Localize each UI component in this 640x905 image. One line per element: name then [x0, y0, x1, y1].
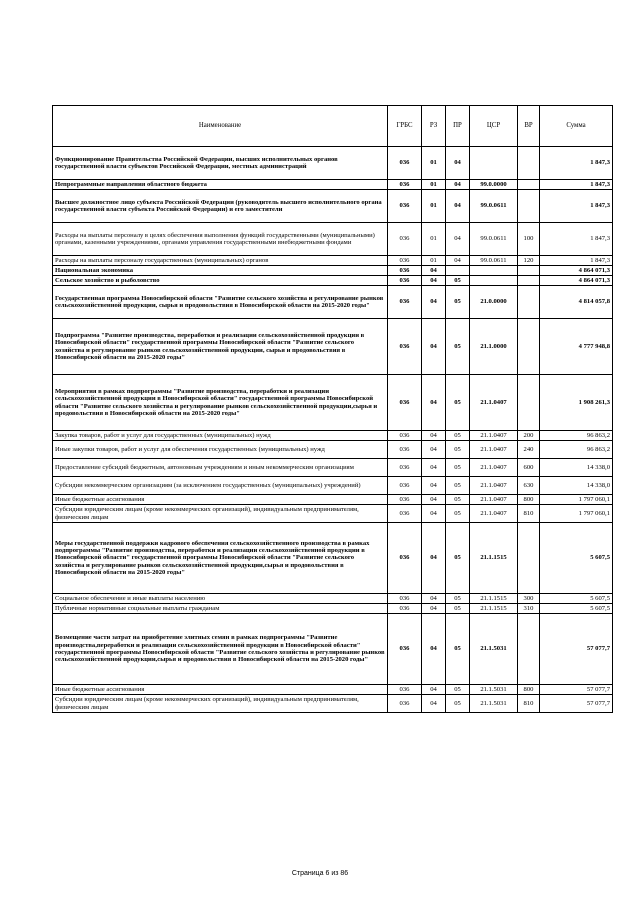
- row-name: Расходы на выплаты персоналу государственных (муниципальных) органов: [53, 256, 388, 266]
- row-sum: 4 814 057,8: [540, 286, 613, 319]
- row-name: Меры государственной поддержки кадрового обеспечения сельскохозяйственного производства в рамках подпрограммы "Развитие производства, переработки и реализации сельскохозяйственной продукции в Новосибирской области" государственной программы Новосибирской области "Развитие сельского хозяйства и регулирование рынков сельскохозяйственной продукции,сырья и продовольствия в Новосибирской области на 2015-2020 годы": [53, 523, 388, 594]
- table-row: [53, 286, 613, 319]
- row-csr: 21.1.0407: [470, 495, 518, 505]
- row-rz: 04: [422, 495, 446, 505]
- row-rz: 04: [422, 276, 446, 286]
- row-name: Сельское хозяйство и рыболовство: [53, 276, 388, 286]
- row-rz: 04: [422, 441, 446, 459]
- row-pr: 04: [446, 223, 470, 256]
- row-sum: 57 077,7: [540, 695, 613, 713]
- row-sum: 4 864 071,3: [540, 276, 613, 286]
- row-rz: 04: [422, 685, 446, 695]
- row-pr: 05: [446, 695, 470, 713]
- row-rz: 04: [422, 459, 446, 477]
- row-sum: 57 077,7: [540, 614, 613, 685]
- table-row: [53, 147, 613, 180]
- table-row: [53, 276, 613, 286]
- row-sum: 1 908 261,3: [540, 375, 613, 431]
- row-csr: 21.1.5031: [470, 685, 518, 695]
- budget-table: [52, 105, 613, 713]
- row-csr: 21.1.0407: [470, 431, 518, 441]
- row-pr: 05: [446, 375, 470, 431]
- row-csr: [470, 147, 518, 180]
- row-csr: 21.0.0000: [470, 286, 518, 319]
- row-grbs: 036: [388, 495, 422, 505]
- row-pr: 05: [446, 594, 470, 604]
- row-pr: 04: [446, 256, 470, 266]
- row-sum: 5 607,5: [540, 604, 613, 614]
- row-vr: 800: [518, 685, 540, 695]
- row-pr: 05: [446, 319, 470, 375]
- table-row: [53, 375, 613, 431]
- row-vr: 240: [518, 441, 540, 459]
- row-pr: 05: [446, 614, 470, 685]
- table-row: [53, 685, 613, 695]
- header-vr: ВР: [518, 106, 540, 147]
- row-vr: 800: [518, 495, 540, 505]
- row-csr: 99.0.0611: [470, 256, 518, 266]
- row-name: Субсидии юридическим лицам (кроме некоммерческих организаций), индивидуальным предпринимателям, физическим лицам: [53, 505, 388, 523]
- row-grbs: 036: [388, 190, 422, 223]
- row-pr: 05: [446, 441, 470, 459]
- row-vr: [518, 180, 540, 190]
- page-number: Страница 6 из 86: [291, 870, 349, 877]
- row-grbs: 036: [388, 180, 422, 190]
- row-rz: 01: [422, 147, 446, 180]
- table-row: [53, 180, 613, 190]
- row-name: Возмещение части затрат на приобретение элитных семян в рамках подпрограммы "Развитие производства,переработки и реализации сельскохозяйственной продукции в Новосибирской области" государственной программы Новосибирской области "Развитие сельского хозяйства и регулирование рынков сельскохозяйственной продукции,сырья и продовольствия в Новосибирской области на 2015-2020 годы": [53, 614, 388, 685]
- row-sum: 5 607,5: [540, 523, 613, 594]
- row-csr: 21.1.0407: [470, 441, 518, 459]
- row-pr: 05: [446, 604, 470, 614]
- table-row: [53, 477, 613, 495]
- row-pr: 05: [446, 276, 470, 286]
- row-rz: 04: [422, 286, 446, 319]
- header-rz: РЗ: [422, 106, 446, 147]
- row-grbs: 036: [388, 604, 422, 614]
- row-vr: 630: [518, 477, 540, 495]
- row-sum: 96 863,2: [540, 441, 613, 459]
- row-grbs: 036: [388, 685, 422, 695]
- row-grbs: 036: [388, 286, 422, 319]
- row-grbs: 036: [388, 459, 422, 477]
- row-vr: [518, 319, 540, 375]
- row-rz: 04: [422, 523, 446, 594]
- row-vr: [518, 266, 540, 276]
- row-pr: 04: [446, 180, 470, 190]
- row-csr: [470, 276, 518, 286]
- row-sum: 14 338,0: [540, 459, 613, 477]
- row-name: Мероприятия в рамках подпрограммы "Развитие производства, переработки и реализации сельскохозяйственной продукции в Новосибирской области" государственной программы Новосибирской области "Развитие сельского хозяйства и регулирование рынков сельскохозяйственной продукции,сырья и продовольствия в Новосибирской области на 2015-2020 годы": [53, 375, 388, 431]
- row-rz: 04: [422, 695, 446, 713]
- table-row: [53, 223, 613, 256]
- table-row: [53, 495, 613, 505]
- row-csr: 21.1.0407: [470, 477, 518, 495]
- row-vr: 200: [518, 431, 540, 441]
- row-vr: 120: [518, 256, 540, 266]
- row-sum: 1 847,3: [540, 190, 613, 223]
- row-pr: 05: [446, 523, 470, 594]
- row-vr: [518, 614, 540, 685]
- row-name: Государственная программа Новосибирской области "Развитие сельского хозяйства и регулирование рынков сельскохозяйственной продукции, сырья и продовольствия в Новосибирской области на 2015-2020 годы": [53, 286, 388, 319]
- row-sum: 57 077,7: [540, 685, 613, 695]
- row-name: Функционирование Правительства Российской Федерации, высших исполнительных органов государственной власти субъектов Российской Федерации, местных администраций: [53, 147, 388, 180]
- row-sum: 1 797 060,1: [540, 505, 613, 523]
- row-name: Иные бюджетные ассигнования: [53, 685, 388, 695]
- row-csr: [470, 266, 518, 276]
- table-header-row: [53, 106, 613, 147]
- row-rz: 01: [422, 190, 446, 223]
- row-grbs: 036: [388, 375, 422, 431]
- row-sum: 1 797 060,1: [540, 495, 613, 505]
- row-pr: 05: [446, 431, 470, 441]
- row-csr: 21.1.0407: [470, 459, 518, 477]
- row-vr: [518, 286, 540, 319]
- header-csr: ЦСР: [470, 106, 518, 147]
- row-csr: 21.1.1515: [470, 594, 518, 604]
- row-grbs: 036: [388, 319, 422, 375]
- row-name: Закупка товаров, работ и услуг для государственных (муниципальных) нужд: [53, 431, 388, 441]
- row-rz: 04: [422, 477, 446, 495]
- table-row: [53, 523, 613, 594]
- row-pr: 05: [446, 286, 470, 319]
- row-vr: 300: [518, 594, 540, 604]
- table-row: [53, 695, 613, 713]
- row-grbs: 036: [388, 441, 422, 459]
- row-vr: 100: [518, 223, 540, 256]
- row-rz: 04: [422, 375, 446, 431]
- row-name: Высшее должностное лицо субъекта Российской Федерации (руководитель высшего исполнительного органа государственной власти субъекта Российской Федерации) и его заместители: [53, 190, 388, 223]
- row-grbs: 036: [388, 147, 422, 180]
- row-sum: 1 847,3: [540, 223, 613, 256]
- row-sum: 4 864 071,3: [540, 266, 613, 276]
- row-csr: 99.0.0000: [470, 180, 518, 190]
- row-pr: 05: [446, 685, 470, 695]
- row-name: Подпрограмма "Развитие производства, переработки и реализации сельскохозяйственной продукции в Новосибирской области" государственной программы Новосибирской области "Развитие сельского хозяйства и регулирование рынков сельскохозяйственной продукции, сырья и продовольствия в Новосибирской области на 2015-2020 годы": [53, 319, 388, 375]
- row-sum: 14 338,0: [540, 477, 613, 495]
- row-pr: 05: [446, 459, 470, 477]
- row-grbs: 036: [388, 505, 422, 523]
- row-rz: 01: [422, 223, 446, 256]
- table-row: [53, 604, 613, 614]
- header-grbs: ГРБС: [388, 106, 422, 147]
- row-grbs: 036: [388, 594, 422, 604]
- row-sum: 1 847,3: [540, 180, 613, 190]
- header-pr: ПР: [446, 106, 470, 147]
- row-name: Расходы на выплаты персоналу в целях обеспечения выполнения функций государственными (муниципальными) органами, казенными учреждениями, органами управления государственными внебюджетными фондами: [53, 223, 388, 256]
- row-vr: [518, 276, 540, 286]
- row-pr: [446, 266, 470, 276]
- row-rz: 04: [422, 594, 446, 604]
- row-grbs: 036: [388, 256, 422, 266]
- table-row: [53, 614, 613, 685]
- row-sum: 4 777 948,8: [540, 319, 613, 375]
- row-rz: 04: [422, 604, 446, 614]
- row-rz: 04: [422, 319, 446, 375]
- row-name: Непрограммные направления областного бюджета: [53, 180, 388, 190]
- row-name: Иные бюджетные ассигнования: [53, 495, 388, 505]
- row-pr: 05: [446, 477, 470, 495]
- row-rz: 01: [422, 256, 446, 266]
- row-csr: 21.1.0000: [470, 319, 518, 375]
- table-row: [53, 319, 613, 375]
- table-row: [53, 441, 613, 459]
- row-sum: 1 847,3: [540, 147, 613, 180]
- row-sum: 1 847,3: [540, 256, 613, 266]
- row-vr: [518, 523, 540, 594]
- header-name: Наименование: [53, 106, 388, 147]
- row-name: Национальная экономика: [53, 266, 388, 276]
- row-csr: 99.0.0611: [470, 190, 518, 223]
- row-pr: 04: [446, 147, 470, 180]
- row-pr: 04: [446, 190, 470, 223]
- row-csr: 21.1.0407: [470, 505, 518, 523]
- table-body: [53, 106, 613, 713]
- table-row: [53, 594, 613, 604]
- row-grbs: 036: [388, 523, 422, 594]
- row-vr: 810: [518, 695, 540, 713]
- row-rz: 04: [422, 614, 446, 685]
- row-vr: 600: [518, 459, 540, 477]
- row-vr: [518, 147, 540, 180]
- row-csr: 21.1.5031: [470, 695, 518, 713]
- row-name: Публичные нормативные социальные выплаты гражданам: [53, 604, 388, 614]
- row-pr: 05: [446, 495, 470, 505]
- row-csr: 21.1.5031: [470, 614, 518, 685]
- row-grbs: 036: [388, 266, 422, 276]
- table-row: [53, 190, 613, 223]
- row-name: Иные закупки товаров, работ и услуг для обеспечения государственных (муниципальных) нужд: [53, 441, 388, 459]
- row-name: Социальное обеспечение и иные выплаты населению: [53, 594, 388, 604]
- table-row: [53, 266, 613, 276]
- table-row: [53, 505, 613, 523]
- row-name: Субсидии некоммерческим организациям (за исключением государственных (муниципальных) учреждений): [53, 477, 388, 495]
- row-vr: [518, 375, 540, 431]
- row-grbs: 036: [388, 477, 422, 495]
- row-vr: 310: [518, 604, 540, 614]
- row-grbs: 036: [388, 276, 422, 286]
- row-vr: 810: [518, 505, 540, 523]
- table-row: [53, 431, 613, 441]
- row-rz: 04: [422, 431, 446, 441]
- row-rz: 04: [422, 266, 446, 276]
- row-grbs: 036: [388, 223, 422, 256]
- row-name: Субсидии юридическим лицам (кроме некоммерческих организаций), индивидуальным предпринимателям, физическим лицам: [53, 695, 388, 713]
- table-row: [53, 256, 613, 266]
- row-rz: 04: [422, 505, 446, 523]
- header-sum: Сумма: [540, 106, 613, 147]
- row-rz: 01: [422, 180, 446, 190]
- row-name: Предоставление субсидий бюджетным, автономным учреждениям и иным некоммерческим организациям: [53, 459, 388, 477]
- row-csr: 21.1.1515: [470, 523, 518, 594]
- row-csr: 21.1.1515: [470, 604, 518, 614]
- row-vr: [518, 190, 540, 223]
- row-pr: 05: [446, 505, 470, 523]
- row-sum: 5 607,5: [540, 594, 613, 604]
- row-csr: 99.0.0611: [470, 223, 518, 256]
- row-grbs: 036: [388, 431, 422, 441]
- row-grbs: 036: [388, 695, 422, 713]
- row-csr: 21.1.0407: [470, 375, 518, 431]
- row-sum: 96 863,2: [540, 431, 613, 441]
- row-grbs: 036: [388, 614, 422, 685]
- table-row: [53, 459, 613, 477]
